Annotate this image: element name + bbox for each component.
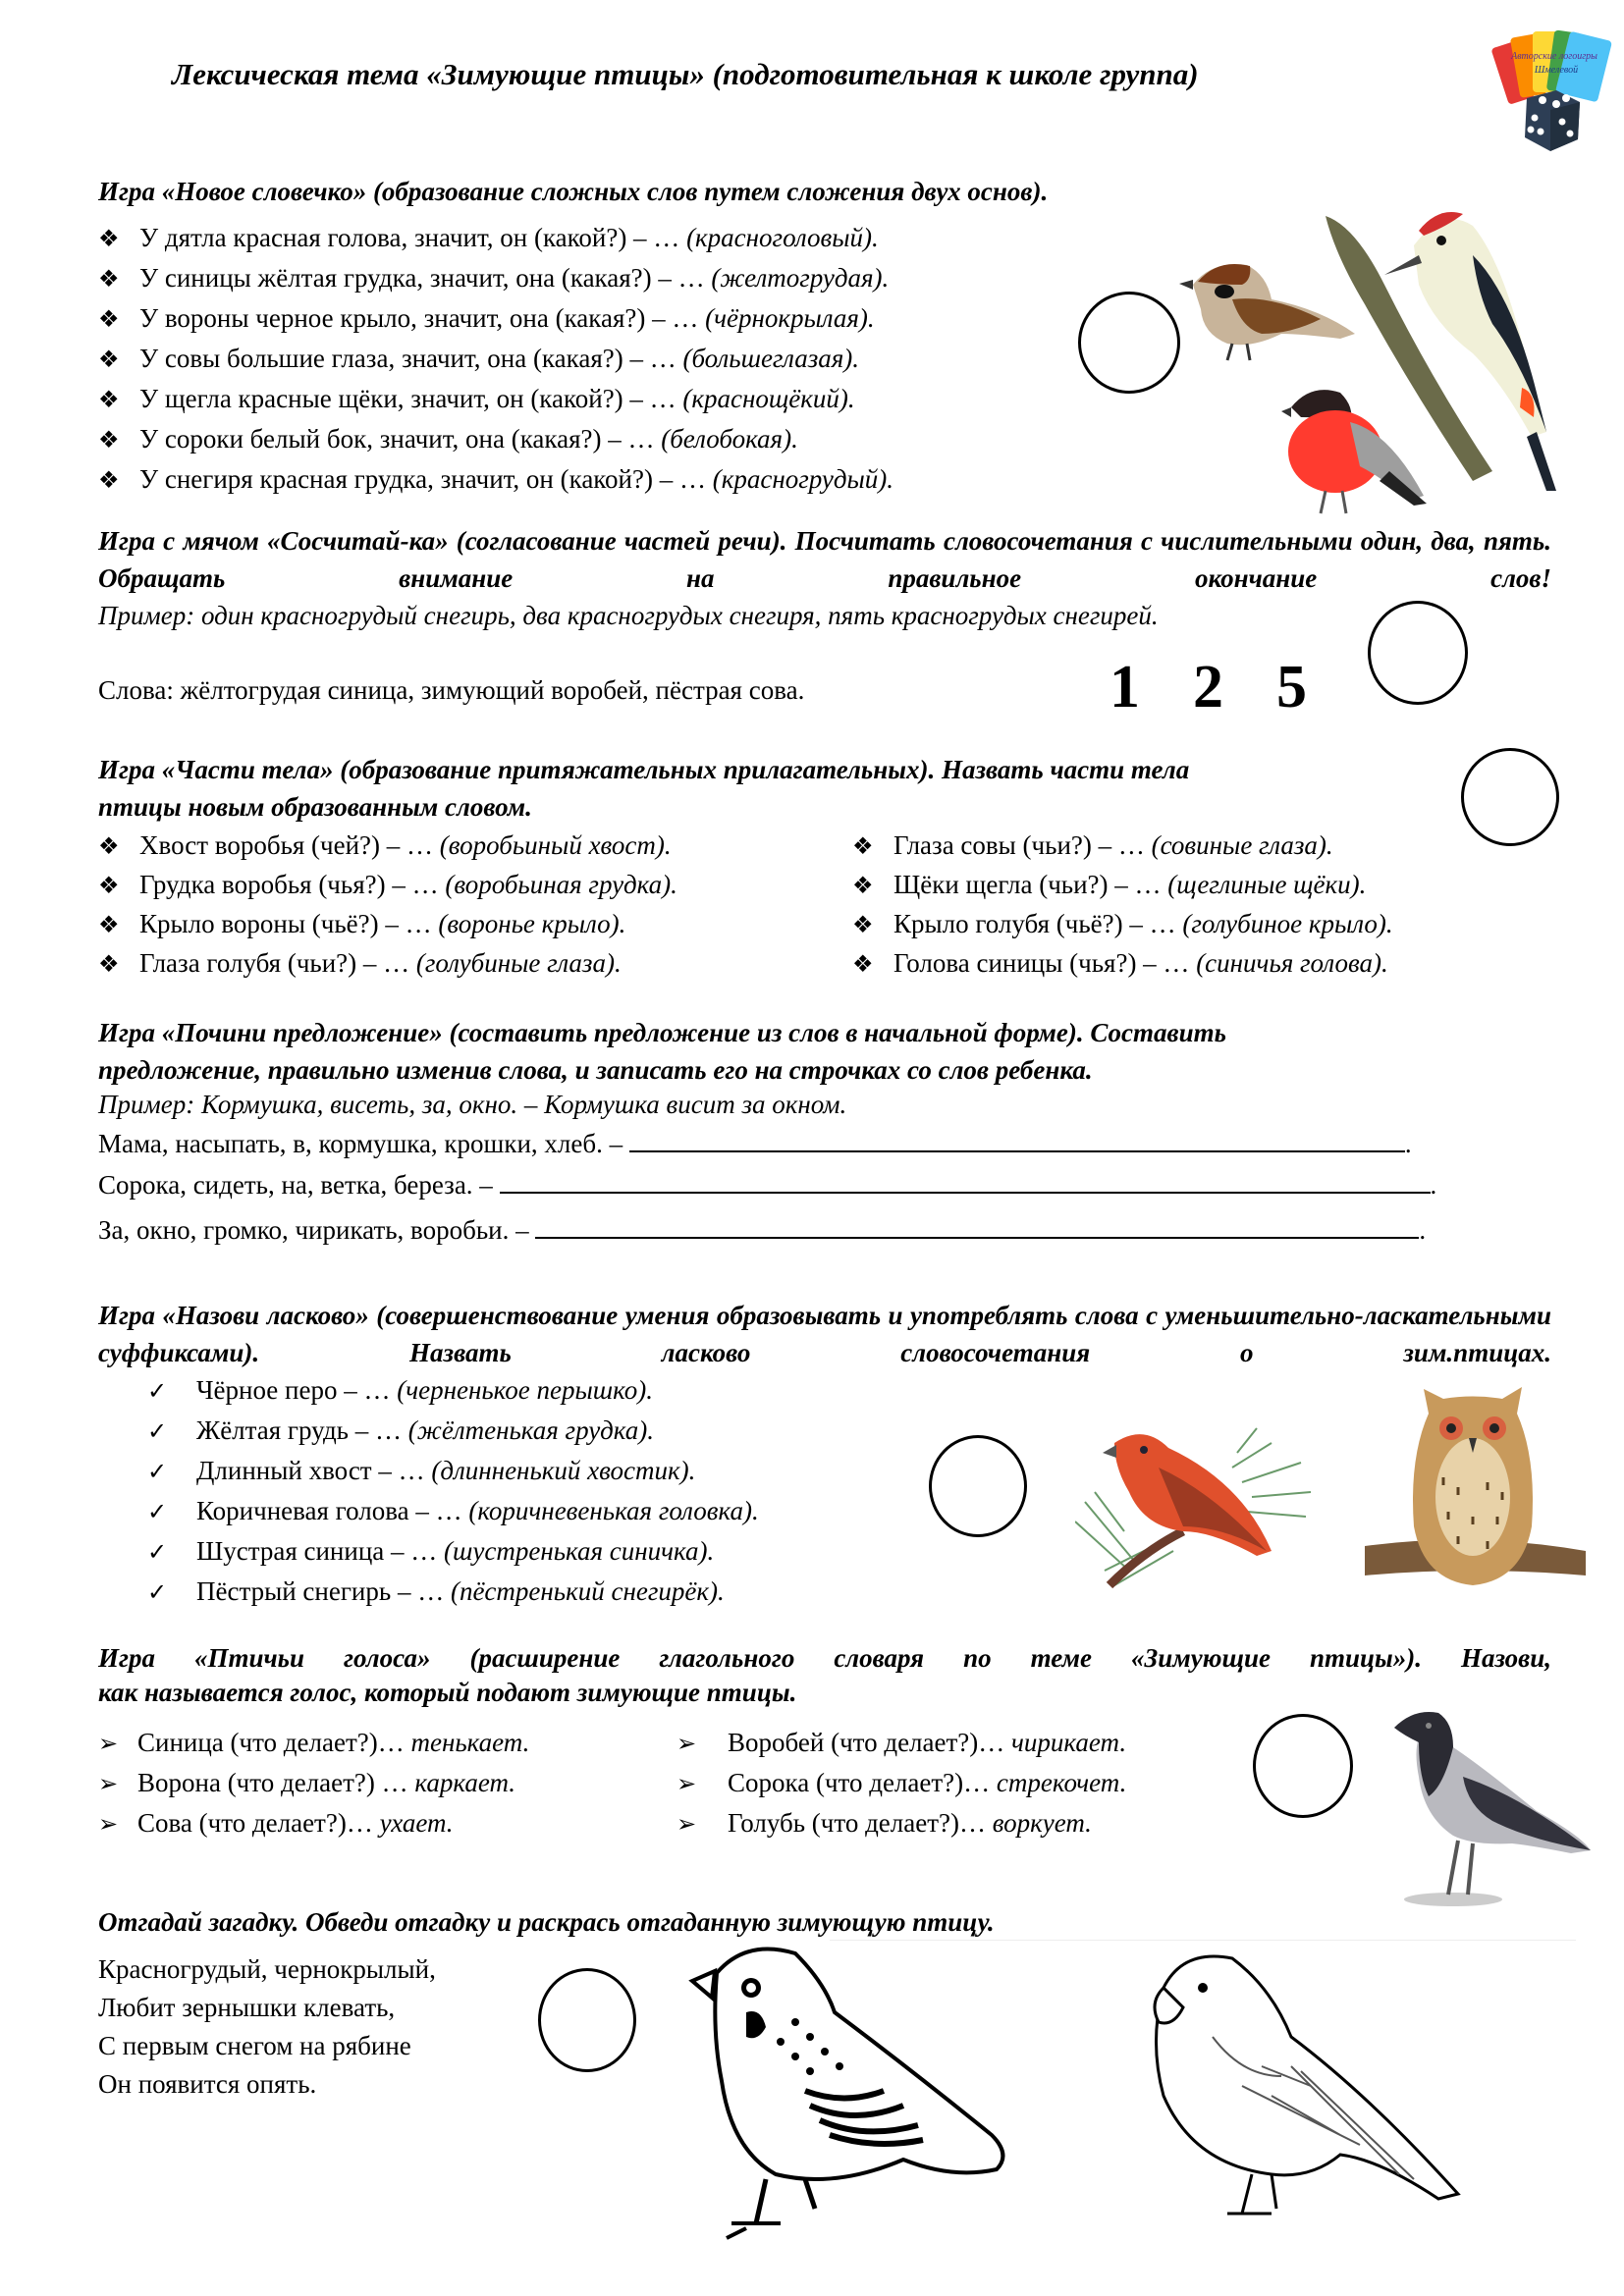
answer-circle[interactable] [1461, 748, 1559, 846]
section4-heading: Игра «Почини предложение» (составить предложение из слов в начальной форме). Составить предложение, правильно изменив слова, и записать его на строчках со слов ребенка. [98, 1018, 1226, 1085]
arrow-bullet-icon: ➢ [98, 1732, 119, 1757]
task-row: Сорока, сидеть, на, ветка, береза. – . [98, 1170, 1437, 1200]
diamond-bullet-icon: ❖ [852, 913, 874, 938]
diamond-bullet-icon: ❖ [98, 428, 120, 454]
answer-line-input[interactable] [629, 1129, 1405, 1152]
diamond-bullet-icon: ❖ [98, 874, 120, 899]
section3-left-list [98, 827, 677, 984]
bullfinch-image [1281, 378, 1429, 515]
section3-heading: Игра «Части тела» (образование притяжательных прилагательных). Назвать части тела птицы новым образованным словом. [98, 755, 1190, 822]
list-item: ✓ Коричневая голова – … (коричневенькая головка). [147, 1492, 759, 1532]
list-item: ➢ Сорока (что делает?)… стрекочет. [677, 1764, 1126, 1804]
diamond-bullet-icon: ❖ [98, 347, 120, 373]
crossbill-image [1075, 1423, 1321, 1590]
section7-heading: Отгадай загадку. Обведи отгадку и раскрась отгаданную зимующую птицу. [98, 1907, 995, 1937]
list-item: ❖ У щегла красные щёки, значит, он (какой?) – … (краснощёкий). [98, 380, 893, 420]
bullfinch-outline-image[interactable] [1144, 1949, 1576, 2243]
section2-heading: Игра с мячом «Сосчитай-ка» (согласование частей речи). Посчитать словосочетания с числительными один, два, пять. Обращать внимание на правильное окончание слов! [98, 526, 1551, 593]
list-item: ✓ Пёстрый снегирь – … (пёстренький снегирёк). [147, 1573, 759, 1613]
section6-left-list [98, 1724, 529, 1844]
arrow-bullet-icon: ➢ [98, 1812, 119, 1838]
list-item: ✓ Длинный хвост – … (длинненький хвостик). [147, 1452, 759, 1492]
arrow-bullet-icon: ➢ [677, 1812, 697, 1838]
diamond-bullet-icon: ❖ [98, 267, 120, 293]
checkmark-icon: ✓ [147, 1419, 168, 1445]
svg-text:Авторские логоигры: Авторские логоигры [1511, 51, 1597, 62]
list-item: ❖ У сороки белый бок, значит, она (какая?) – … (белобокая). [98, 420, 893, 460]
dice-cards-logo-icon [1488, 22, 1620, 159]
diamond-bullet-icon: ❖ [852, 874, 874, 899]
list-item: ❖ Крыло голубя (чьё?) – … (голубиное крыло). [852, 905, 1393, 944]
section1-list [98, 219, 893, 501]
diamond-bullet-icon: ❖ [852, 834, 874, 860]
list-item: ❖ Голова синицы (чья?) – … (синичья голова). [852, 944, 1393, 984]
task-row: За, окно, громко, чирикать, воробьи. – . [98, 1215, 1427, 1245]
list-item: ❖ Крыло вороны (чьё?) – … (воронье крыло). [98, 905, 677, 944]
list-item: ➢ Воробей (что делает?)… чирикает. [677, 1724, 1126, 1764]
diamond-bullet-icon: ❖ [852, 952, 874, 978]
list-item: ➢ Синица (что делает?)… тенькает. [98, 1724, 529, 1764]
checkmark-icon: ✓ [147, 1540, 168, 1566]
list-item: ✓ Жёлтая грудь – … (жёлтенькая грудка). [147, 1412, 759, 1452]
crow-image [1375, 1698, 1600, 1909]
list-item: ❖ У совы большие глаза, значит, она (какая?) – … (большеглазая). [98, 340, 893, 380]
section5-heading: Игра «Назови ласково» (совершенствование умения образовывать и употреблять слова с уменьшительно-ласкательными суффиксами). Назвать ласково словосочетания о зим.птицах. [98, 1301, 1551, 1367]
list-item: ✓ Чёрное перо – … (черненькое перышко). [147, 1371, 759, 1412]
answer-circle[interactable] [1368, 601, 1468, 705]
list-item: ❖ Грудка воробья (чья?) – … (воробьиная грудка). [98, 866, 677, 905]
number-five: 5 [1276, 654, 1307, 721]
answer-line-input[interactable] [500, 1170, 1431, 1194]
list-item: ❖ У вороны черное крыло, значит, она (какая?) – … (чёрнокрылая). [98, 299, 893, 340]
number-two: 2 [1193, 654, 1223, 721]
answer-circle[interactable] [1078, 292, 1180, 394]
diamond-bullet-icon: ❖ [98, 468, 120, 494]
list-item: ❖ Щёки щегла (чьи?) – … (щеглиные щёки). [852, 866, 1393, 905]
section2-example: Пример: один красногрудый снегирь, два красногрудых снегиря, пять красногрудых снегирей. [98, 601, 1159, 630]
answer-circle[interactable] [1253, 1714, 1353, 1818]
list-item: ➢ Голубь (что делает?)… воркует. [677, 1804, 1126, 1844]
list-item: ✓ Шустрая синица – … (шустренькая синичка). [147, 1532, 759, 1573]
list-item: ❖ У снегиря красная грудка, значит, он (какой?) – … (красногрудый). [98, 460, 893, 501]
list-item: ❖ Хвост воробья (чей?) – … (воробьиный хвост). [98, 827, 677, 866]
list-item: ❖ У дятла красная голова, значит, он (какой?) – … (красноголовый). [98, 219, 893, 259]
section6-heading: Игра «Птичьи голоса» (расширение глагольного словаря по теме «Зимующие птицы»). Назови, [98, 1643, 1551, 1673]
diamond-bullet-icon: ❖ [98, 388, 120, 413]
logo [1488, 22, 1620, 159]
list-item: ❖ Глаза совы (чьи?) – … (совиные глаза). [852, 827, 1393, 866]
diamond-bullet-icon: ❖ [98, 952, 120, 978]
answer-line-input[interactable] [535, 1215, 1419, 1239]
section1-heading: Игра «Новое словечко» (образование сложных слов путем сложения двух основ). [98, 177, 1049, 206]
section6-right-list [677, 1724, 1126, 1844]
checkmark-icon: ✓ [147, 1580, 168, 1606]
checkmark-icon: ✓ [147, 1379, 168, 1405]
arrow-bullet-icon: ➢ [677, 1772, 697, 1797]
diamond-bullet-icon: ❖ [98, 834, 120, 860]
answer-circle[interactable] [929, 1435, 1027, 1537]
task-row: Мама, насыпать, в, кормушка, крошки, хлеб. – . [98, 1129, 1412, 1158]
diamond-bullet-icon: ❖ [98, 913, 120, 938]
sparrow-outline-image[interactable] [687, 1944, 1119, 2248]
section5-list [147, 1371, 759, 1613]
checkmark-icon: ✓ [147, 1460, 168, 1485]
svg-text:Шмелевой: Шмелевой [1534, 65, 1579, 76]
section6-heading-line2: как называется голос, который подают зимующие птицы. [98, 1678, 797, 1707]
owl-image [1365, 1379, 1586, 1600]
checkmark-icon: ✓ [147, 1500, 168, 1525]
list-item: ➢ Сова (что делает?)… ухает. [98, 1804, 529, 1844]
section4-example: Пример: Кормушка, висеть, за, окно. – Кормушка висит за окном. [98, 1090, 847, 1119]
arrow-bullet-icon: ➢ [98, 1772, 119, 1797]
page-title: Лексическая тема «Зимующие птицы» (подготовительная к школе группа) [172, 57, 1199, 91]
diamond-bullet-icon: ❖ [98, 227, 120, 252]
arrow-bullet-icon: ➢ [677, 1732, 697, 1757]
riddle-text: Красногрудый, чернокрылый, Любит зернышки клевать, С первым снегом на рябине Он появится опять. [98, 1954, 436, 2099]
divider [830, 1940, 1576, 1941]
section3-right-list [852, 827, 1393, 984]
diamond-bullet-icon: ❖ [98, 307, 120, 333]
number-one: 1 [1110, 654, 1140, 721]
list-item: ➢ Ворона (что делает?) … каркает. [98, 1764, 529, 1804]
list-item: ❖ У синицы жёлтая грудка, значит, она (какая?) – … (желтогрудая). [98, 259, 893, 299]
list-item: ❖ Глаза голубя (чьи?) – … (голубиные глаза). [98, 944, 677, 984]
answer-circle[interactable] [538, 1968, 636, 2072]
section2-words: Слова: жёлтогрудая синица, зимующий воробей, пёстрая сова. [98, 675, 805, 705]
